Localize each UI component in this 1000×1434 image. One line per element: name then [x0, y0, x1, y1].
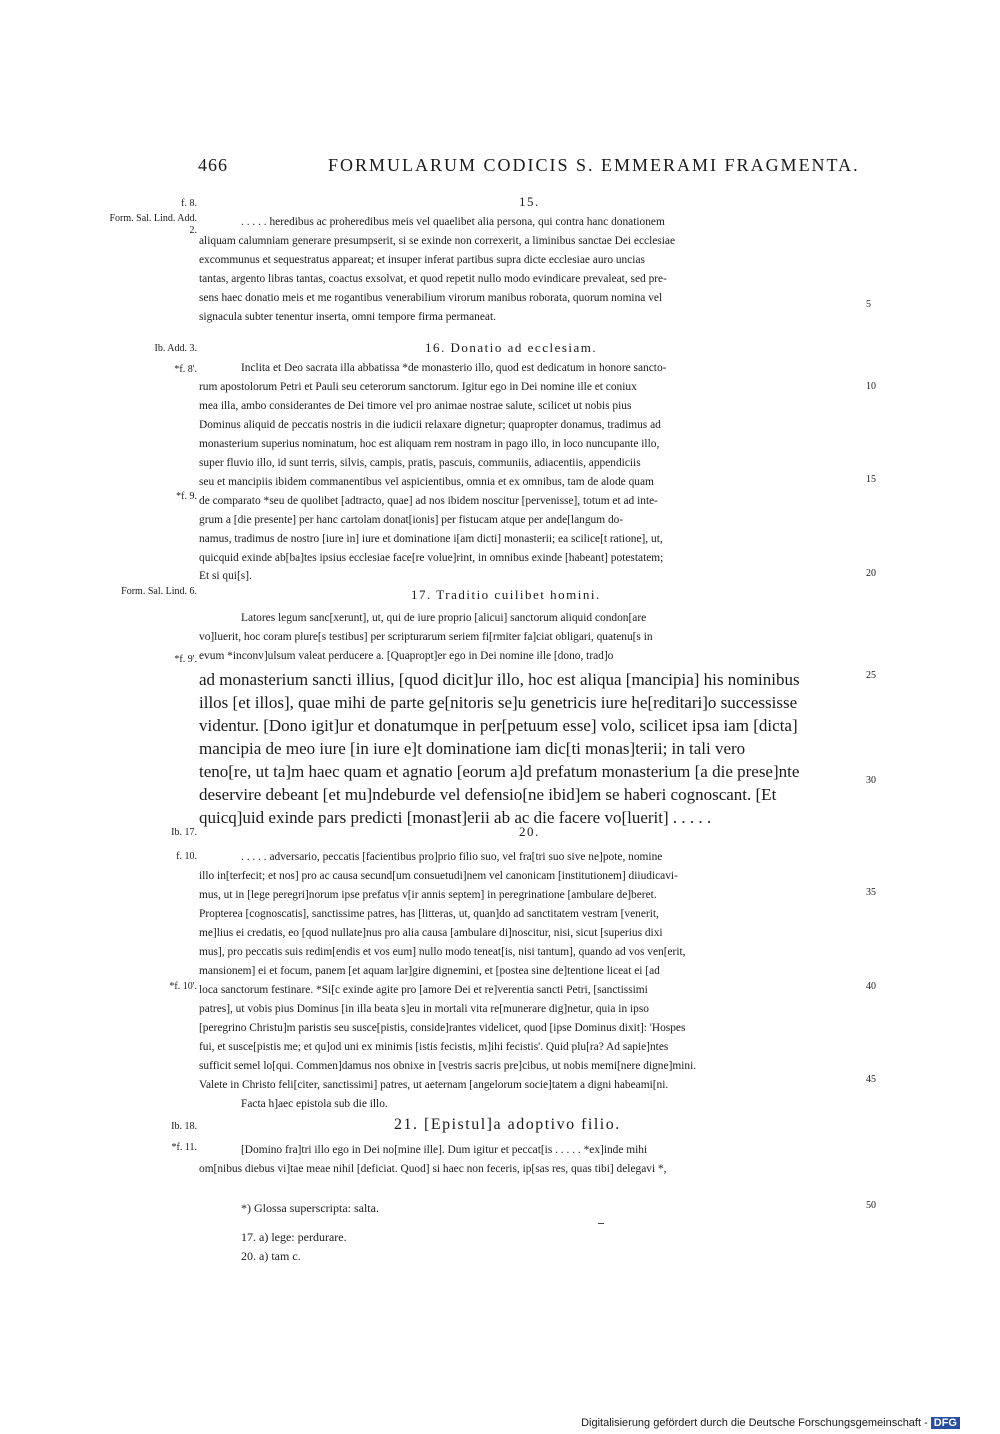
- text-line: mea illa, ambo considerantes de Dei timore vel pro animae nostrae salute, scilicet ut nobis pius: [199, 400, 632, 412]
- credit-text: Digitalisierung gefördert durch die Deutsche Forschungsgemeinschaft -: [581, 1417, 928, 1429]
- text-line: de comparato *seu de quolibet [adtracto, quae] ad nos ibidem noscitur [pervenisse], totum et ad inte-: [199, 495, 658, 507]
- text-line: quicq]uid exinde pars predicti [monast]erii ab ac die facere vo[luerit] . . . . .: [199, 808, 712, 827]
- text-line: me]lius ei credatis, eo [quod nullate]nus pro alia causa [ambulare di]noscitur, nisi, sicut [superius dixi: [199, 927, 663, 939]
- text-line: quicquid exinde ab[ba]tes ipsius ecclesiae face[re volue]rint, in omnibus exinde [habeant] potestatem;: [199, 552, 664, 564]
- line-number: 25: [866, 670, 876, 681]
- section-title-17: 17. Traditio cuilibet homini.: [411, 587, 601, 602]
- text-line: deservire debeant [et mu]ndeburde vel defensio[ne ibid]em se haberi cognoscant. [Et: [199, 785, 777, 804]
- footnote-20: 20. a) tam c.: [241, 1249, 301, 1263]
- text-line: Propterea [cognoscatis], sanctissime patres, has [litteras, ut, quan]do ad sanctitatem vestram [venerit,: [199, 908, 659, 920]
- dfg-logo: DFG: [931, 1417, 960, 1429]
- margin-note: Ib. 18.: [171, 1121, 197, 1132]
- margin-note: *f. 10'.: [169, 981, 197, 992]
- footnote-star: *) Glossa superscripta: salta.: [241, 1201, 379, 1215]
- text-line: Facta h]aec epistola sub die illo.: [241, 1098, 388, 1110]
- margin-note: Form. Sal. Lind. 6.: [121, 586, 197, 597]
- line-number: 10: [866, 381, 876, 392]
- text-line: Et si qui[s].: [199, 570, 252, 582]
- text-line: mansionem] ei et focum, panem [et aquam lar]gire dignemini, et [postea sine de]tentione liceat ei [ad: [199, 965, 660, 977]
- text-line: Latores legum sanc[xerunt], ut, qui de iure proprio [alicui] sanctorum aliquid condon[are: [241, 612, 647, 624]
- text-line: aliquam calumniam generare presumpserit, si se exinde non correxerit, a liminibus sanctae Dei ecclesiae: [199, 235, 676, 247]
- line-number: 20: [866, 568, 876, 579]
- section-number-20: 20.: [519, 824, 540, 839]
- text-line: sufficit semel lo[qui. Commen]damus nos obnixe in [vestris sacris pre]cibus, ut nobis memi[nere digne]mini.: [199, 1060, 697, 1072]
- text-line: mus, ut in [lege peregri]norum ipse prefatus v[ir annis septem] in peregrinatione [ambulare de]beret.: [199, 889, 657, 901]
- text-line: . . . . . heredibus ac proheredibus meis vel quaelibet alia persona, qui contra hanc donationem: [241, 216, 665, 228]
- margin-note: *f. 11.: [171, 1142, 197, 1153]
- text-line: excommunus et sequestratus appareat; et insuper inferat partibus supra dicte ecclesiae auro uncias: [199, 254, 645, 266]
- line-number: 50: [866, 1200, 876, 1211]
- running-title: FORMULARUM CODICIS S. EMMERAMI FRAGMENTA.: [328, 155, 860, 175]
- text-line: fui, et susce[pistis me; et qu]od uni ex minimis [istis fecistis, m]ihi fecistis'. Quid plu[ra? Ad sapie]ntes: [199, 1041, 669, 1053]
- text-line: tantas, argento libras tantas, coactus exsolvat, et quod repetit nullo modo evindicare prevaleat, sed pre-: [199, 273, 667, 285]
- text-line: grum a [die presente] per hanc cartolam donat[ionis] per fistucam atque per ande[langum do-: [199, 514, 624, 526]
- margin-note: Ib. Add. 3.: [154, 343, 197, 354]
- separator-dash: [598, 1223, 604, 1224]
- text-line: mus], pro peccatis suis redim[endis et vos eum] nullo modo teneat[is, nisi tantum], quando ad vos ven[erit,: [199, 946, 686, 958]
- text-line: ad monasterium sancti illius, [quod dicit]ur illo, hoc est aliqua [mancipia] his nominibus: [199, 670, 800, 689]
- margin-note: *f. 8'.: [174, 364, 197, 375]
- section-title-21: 21. [Epistul]a adoptivo filio.: [394, 1116, 621, 1133]
- text-line: loca sanctorum festinare. *Si[c exinde agite pro [amore Dei et re]verentia sancti Petri, [sanctissimi: [199, 984, 648, 996]
- text-line: rum apostolorum Petri et Pauli seu ceterorum sanctorum. Igitur ego in Dei nomine ille et coniux: [199, 381, 637, 393]
- margin-note: *f. 9.: [176, 491, 197, 502]
- text-line: Inclita et Deo sacrata illa abbatissa *de monasterio illo, quod est dedicatum in honore sancto-: [241, 362, 667, 374]
- footnote-17: 17. a) lege: perdurare.: [241, 1230, 347, 1244]
- text-line: [peregrino Christu]m paristis seu susce[pistis, conside]rantes videlicet, quod [ipse Dominus dixit]: 'Hospes: [199, 1022, 686, 1034]
- text-line: sens haec donatio meis et me rogantibus venerabilium virorum manibus roborata, quorum nomina vel: [199, 292, 663, 304]
- text-line: illos [et illos], quae mihi de parte ge[nitoris se]u genetricis iure he[reditari]o successisse: [199, 693, 798, 712]
- margin-note: f. 8.: [181, 198, 197, 209]
- text-line: teno[re, ut ta]m haec quam et agnatio [eorum a]d prefatum monasterium [a die prese]nte: [199, 762, 800, 781]
- text-line: mancipia de meo iure [in iure e]t dominatione iam dic[ti monas]terii; in tali vero: [199, 739, 746, 758]
- text-line: seu et mancipiis ibidem commanentibus vel aspicientibus, omnia et ex omnibus, tam de alode quam: [199, 476, 654, 488]
- line-number: 35: [866, 887, 876, 898]
- section-number-15: 15.: [519, 194, 540, 209]
- text-line: Valete in Christo feli[citer, sanctissimi] patres, ut aeternam [angelorum socie]tatem a digni habeami[ni.: [199, 1079, 669, 1091]
- text-line: Dominus aliquid de peccatis nostris in die iudicii relaxare dignetur; quapropter donamus, tradimus ad: [199, 419, 661, 431]
- line-number: 15: [866, 474, 876, 485]
- line-number: 40: [866, 981, 876, 992]
- text-line: super fluvio illo, id sunt terris, silvis, campis, pratis, pascuis, communiis, adiacentiis, appendiciis: [199, 457, 641, 469]
- text-line: videntur. [Dono igit]ur et donatumque in per[petuum esse] volo, scilicet ipsa iam [dicta]: [199, 716, 798, 735]
- line-number: 30: [866, 775, 876, 786]
- margin-note: *f. 9'.: [174, 654, 197, 665]
- text-line: patres], ut vobis pius Dominus [in illa beata s]eu in mortali vita re[munerare dig]netur, quia in ipso: [199, 1003, 649, 1015]
- line-number: 45: [866, 1074, 876, 1085]
- text-line: evum *inconv]ulsum valeat perducere a. [Quapropt]er ego in Dei nomine ille [dono, trad]o: [199, 650, 614, 662]
- text-line: illo in[terfecit; et nos] pro ac causa secund[um consuetudi]nem vel canonicam [institutionem] diiudicavi-: [199, 870, 678, 882]
- text-line: [Domino fra]tri illo ego in Dei no[mine ille]. Dum igitur et peccat[is . . . . . *ex]inde mihi: [241, 1144, 648, 1156]
- page-number: 466: [198, 155, 228, 175]
- margin-note: f. 10.: [176, 851, 197, 862]
- line-number: 5: [866, 299, 871, 310]
- margin-note: Form. Sal. Lind. Add. 2.: [109, 213, 197, 236]
- digitization-credit: [581, 1417, 960, 1429]
- text-line: monasterium superius nominatum, hoc est aliquam rem nostram in pago illo, in loco nuncupante illo,: [199, 438, 660, 450]
- text-line: vo]luerit, hoc coram plure[s testibus] per scripturarum seriem fi[rmiter fa]ciat obligari, quatenu[s in: [199, 631, 653, 643]
- margin-note: Ib. 17.: [171, 827, 197, 838]
- section-title-16: 16. Donatio ad ecclesiam.: [425, 340, 598, 355]
- text-line: om[nibus diebus vi]tae meae nihil [deficiat. Quod] si haec non feceris, ip[sas res, quas tibi] delegavi *,: [199, 1163, 667, 1175]
- text-line: . . . . . adversario, peccatis [facientibus pro]prio filio suo, vel fra[tri suo sive ne]pote, nomine: [241, 851, 663, 863]
- text-line: namus, tradimus de nostro [iure in] iure et dominatione i[am dicti] monasterii; ea scilice[t ratione], ut,: [199, 533, 663, 545]
- text-line: signacula subter tenentur inserta, omni tempore firma permaneat.: [199, 311, 496, 323]
